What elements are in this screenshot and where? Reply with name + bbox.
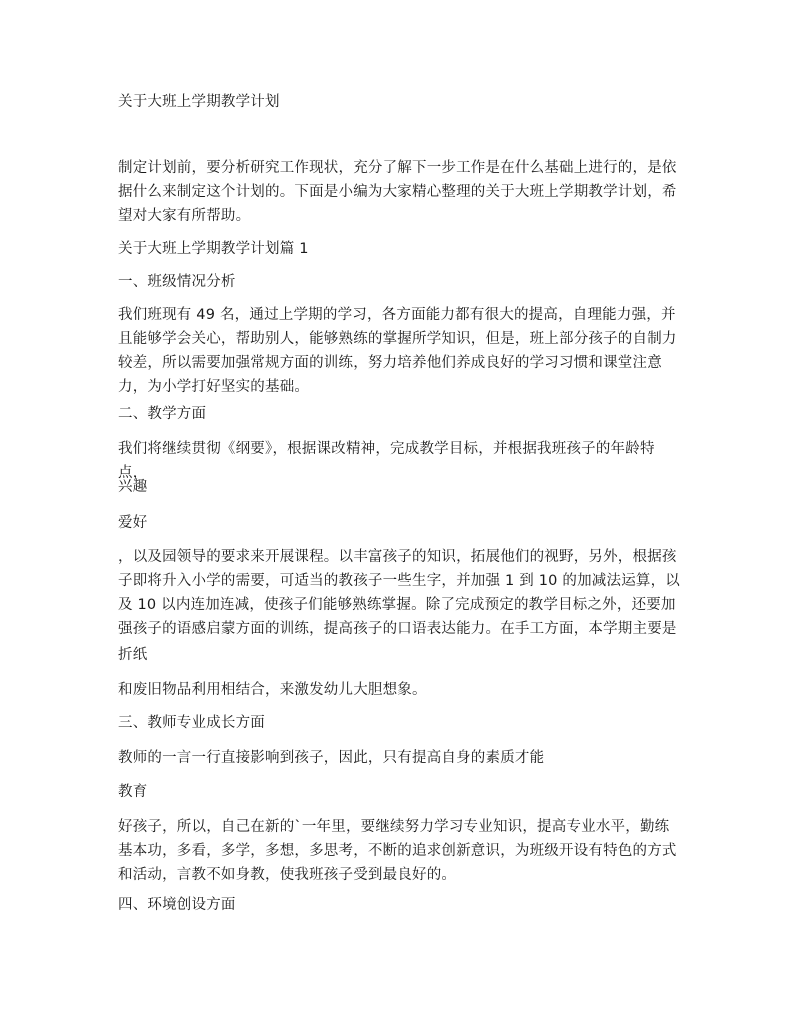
section-3-word-education: 教育 xyxy=(118,784,148,800)
section-2-word-interest: 兴趣 xyxy=(118,479,148,495)
section-3-heading: 三、教师专业成长方面 xyxy=(118,715,265,731)
section-2-paragraph-1: 我们将继续贯彻《纲要》，根据课改精神，完成教学目标，并根据我班孩子的年龄特点， xyxy=(118,441,655,481)
article-title: 关于大班上学期教学计划篇 1 xyxy=(118,241,309,257)
section-1-paragraph: 我们班现有 49 名，通过上学期的学习，各方面能力都有很大的提高，自理能力强，并且能够学会关心，帮助别人，能够熟练的掌握所学知识，但是，班上部分孩子的自制力较差，所以需要加强常规方面的训练，努力培养他们养成良好的学习习惯和课堂注意力，为小学打好坚实的基础。 xyxy=(118,307,677,395)
section-2-word-hobby: 爱好 xyxy=(118,515,148,531)
section-3-paragraph-2: 好孩子，所以，自己在新的`一年里，要继续努力学习专业知识，提高专业水平，勤练基本功，多看，多学，多想，多思考，不断的追求创新意识，为班级开设有特色的方式和活动，言教不如身教，使我班孩子受到最良好的。 xyxy=(118,819,677,883)
section-1-heading: 一、班级情况分析 xyxy=(118,274,236,290)
document-title: 关于大班上学期教学计划 xyxy=(118,94,280,110)
section-2-word-origami: 折纸 xyxy=(118,647,148,663)
section-2-heading: 二、教学方面 xyxy=(118,406,207,422)
section-2-paragraph-2: ，以及园领导的要求来开展课程。以丰富孩子的知识，拓展他们的视野，另外，根据孩子即将升入小学的需要，可适当的教孩子一些生字，并加强 1 到 10 的加减法运算，以及 10 以内连加连减，使孩子们能够熟练掌握。除了完成预定的教学目标之外，还要加强孩子的语感启蒙方面的训练，提高孩子的口语表达能力。在手工方面，本学期主要是 xyxy=(118,549,681,637)
intro-paragraph: 制定计划前，要分析研究工作现状，充分了解下一步工作是在什么基础上进行的，是依据什么来制定这个计划的。下面是小编为大家精心整理的关于大班上学期教学计划，希望对大家有所帮助。 xyxy=(118,160,677,224)
section-3-paragraph-1: 教师的一言一行直接影响到孩子，因此，只有提高自身的素质才能 xyxy=(118,750,545,766)
section-4-heading: 四、环境创设方面 xyxy=(118,897,236,913)
section-2-paragraph-3: 和废旧物品利用相结合，来激发幼儿大胆想象。 xyxy=(118,682,427,698)
